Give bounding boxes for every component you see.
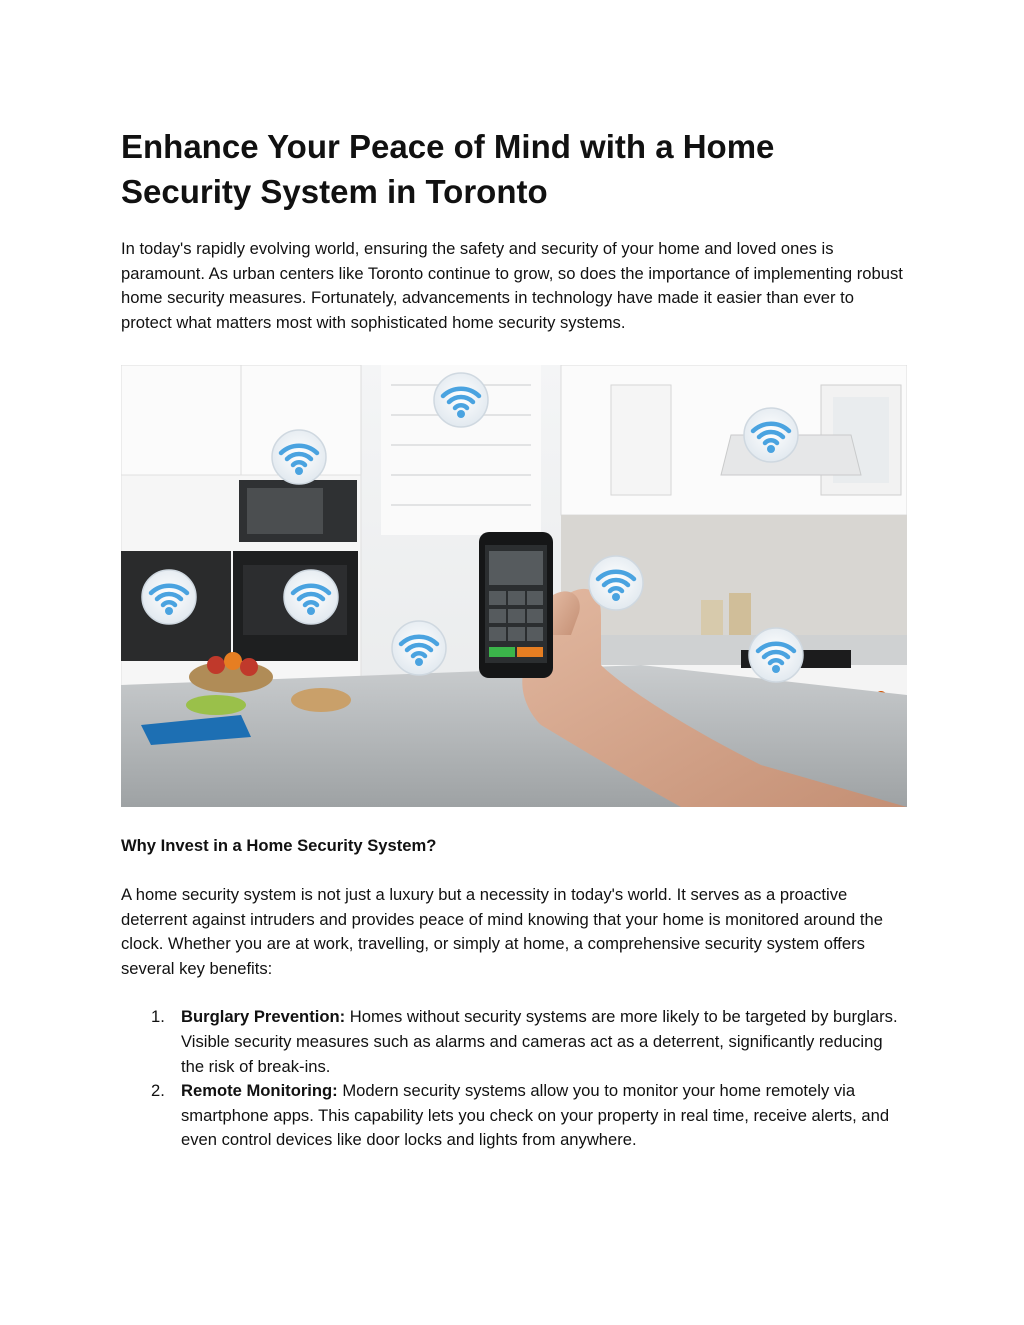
- list-number: 1.: [151, 1007, 165, 1027]
- list-item: [121, 1079, 907, 1153]
- list-number: 2.: [151, 1081, 165, 1101]
- page-title: Enhance Your Peace of Mind with a Home Security System in Toronto: [121, 128, 775, 210]
- list-item-label: Remote Monitoring:: [181, 1081, 338, 1101]
- benefits-list: [121, 1005, 907, 1153]
- hero-image: [121, 365, 907, 807]
- list-item-text: Modern security systems allow you to monitor your home remotely via smartphone apps. This capability lets you check on your property in real time, receive alerts, and even control devices like door locks and lights from anywhere.: [181, 1081, 890, 1150]
- intro-paragraph: In today's rapidly evolving world, ensuring the safety and security of your home and loved ones is paramount. As urban centers like Toronto continue to grow, so does the importance of implementing robust home security measures. Fortunately, advancements in technology have made it easier than ever to protect what matters most with sophisticated home security systems.: [121, 239, 903, 332]
- list-item: [121, 1005, 907, 1079]
- document-page: [121, 124, 907, 1153]
- section-heading: Why Invest in a Home Security System?: [121, 836, 437, 856]
- section-paragraph: A home security system is not just a luxury but a necessity in today's world. It serves as a proactive deterrent against intruders and provides peace of mind knowing that your home is monitored around the clock. Whether you are at work, travelling, or simply at home, a comprehensive security system offers several key benefits:: [121, 884, 883, 978]
- list-item-text: Homes without security systems are more likely to be targeted by burglars. Visible security measures such as alarms and cameras act as a deterrent, significantly reducing the risk of break-ins.: [181, 1007, 898, 1076]
- list-item-label: Burglary Prevention:: [181, 1007, 346, 1027]
